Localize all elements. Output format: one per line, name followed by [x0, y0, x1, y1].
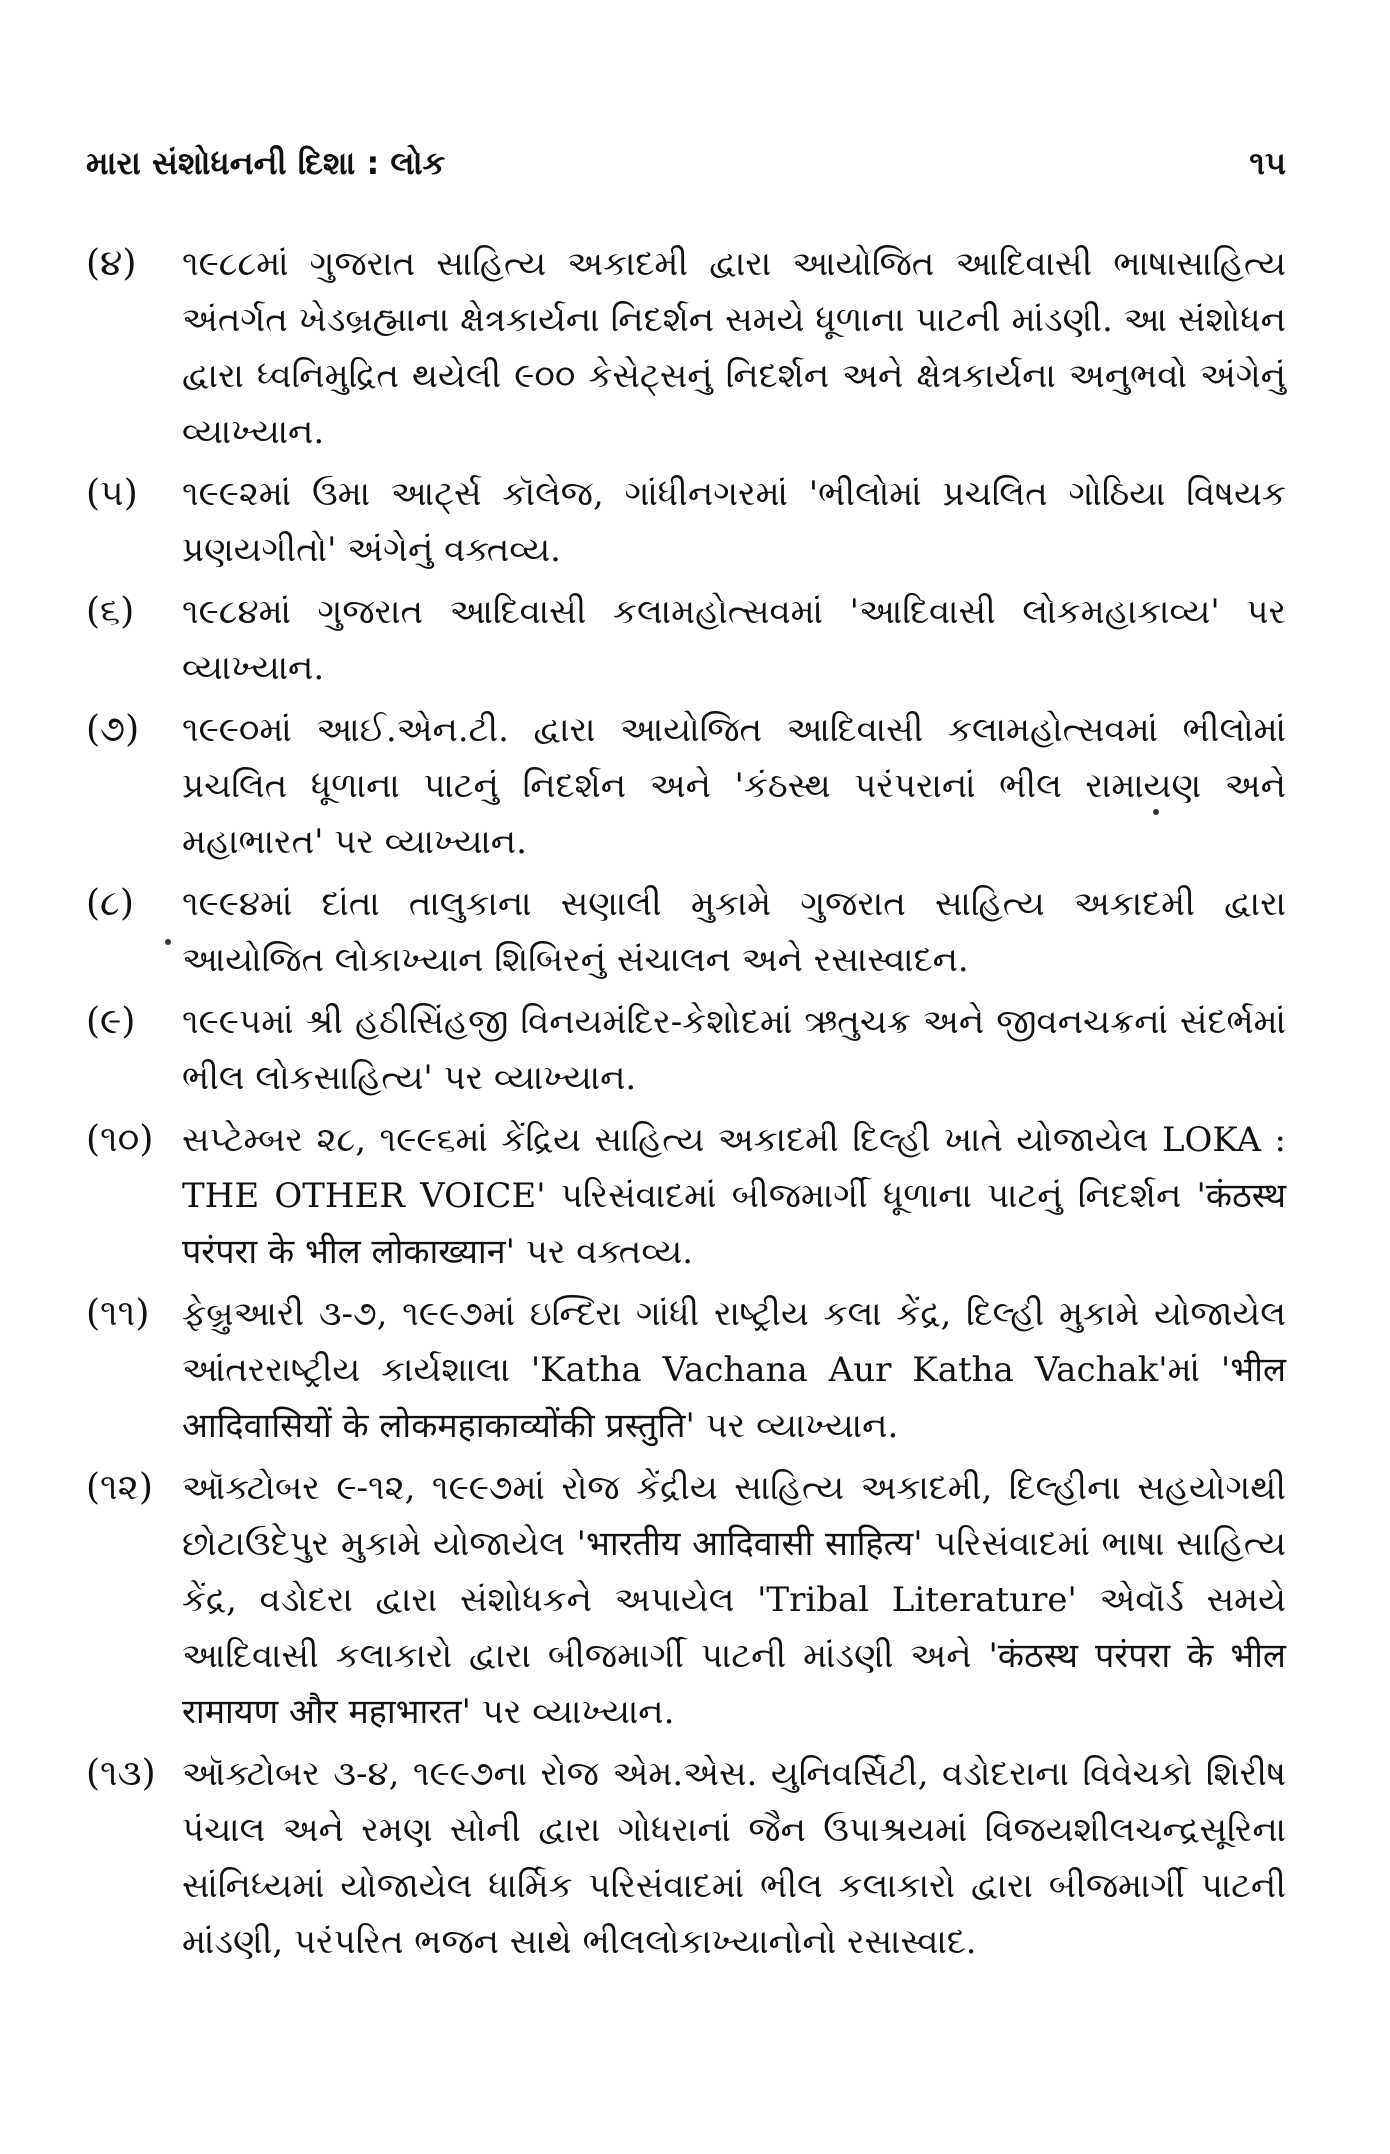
- entry-6: [86, 584, 1286, 696]
- entry-13: [86, 1746, 1286, 1970]
- entry-text: ઑક્ટોબર ૯-૧૨, ૧૯૯૭માં રોજ કેંદ્રીય સાહિત્ય અકાદમી, દિલ્હીના સહયોગથી છોટાઉદેપુર મુકામે યોજાયેલ 'भारतीय आदिवासी साहित्य' પરિસંવાદમાં ભાષા સાહિત્ય કેંદ્ર, વડોદરા દ્વારા સંશોધકને અપાયેલ 'Tribal Literature' એવૉર્ડ સમયે આદિવાસી કલાકારો દ્વારા બીજમાર્ગી પાટની માંડણી અને 'कंठस्थ परंपरा के भील रामायण और महाभारत' પર વ્યાખ્યાન.: [182, 1468, 1286, 1732]
- entry-text: ઑક્ટોબર ૩-૪, ૧૯૯૭ના રોજ એમ.એસ. યુનિવર્સિટી, વડોદરાના વિવેચકો શિરીષ પંચાલ અને રમણ સોની દ્વારા ગોધરાનાં જૈન ઉપાશ્રયમાં વિજયશીલચન્દ્રસૂરિના સાંનિધ્યમાં યોજાયેલ ધાર્મિક પરિસંવાદમાં ભીલ કલાકારો દ્વારા બીજમાર્ગી પાટની માંડણી, પરંપરિત ભજન સાથે ભીલલોકાખ્યાનોનો રસાસ્વાદ.: [182, 1754, 1286, 1962]
- running-title: મારા સંશોધનની દિશા : લોક: [86, 143, 446, 182]
- entry-8: [86, 876, 1286, 988]
- entry-number: (૯): [86, 1001, 136, 1042]
- entry-text: સપ્ટેમ્બર ૨૮, ૧૯૯૬માં કેંદ્રિય સાહિત્ય અકાદમી દિલ્હી ખાતે યોજાયેલ LOKA : THE OTHER VOICE' પરિસંવાદમાં બીજમાર્ગી ધૂળાના પાટનું નિદર્શન 'कंठस्थ परंपरा के भील लोकाख्यान' પર વક્તવ્ય.: [182, 1120, 1286, 1272]
- entry-text: ફેબ્રુઆરી ૩-૭, ૧૯૯૭માં ઇન્દિરા ગાંધી રાષ્ટ્રીય કલા કેંદ્ર, દિલ્હી મુકામે યોજાયેલ આંતરરાષ્ટ્રીય કાર્યશાલા 'Katha Vachana Aur Katha Vachak'માં 'भील आदिवासियों के लोकमहाकाव्योंकी प्रस्तुति' પર વ્યાખ્યાન.: [182, 1294, 1286, 1446]
- running-header: [86, 138, 1286, 188]
- entry-text: ૧૯૯૪માં દાંતા તાલુકાના સણાલી મુકામે ગુજરાત સાહિત્ય અકાદમી દ્વારા આયોજિત લોકાખ્યાન શિબિરનું સંચાલન અને રસાસ્વાદન.: [182, 884, 1286, 980]
- entry-number: (૮): [86, 883, 134, 924]
- entry-number: (૧૩): [86, 1753, 156, 1794]
- entry-number: (૧૧): [86, 1293, 150, 1334]
- entry-text: ૧૯૯૨માં ઉમા આર્ટ્સ કૉલેજ, ગાંધીનગરમાં 'ભીલોમાં પ્રચલિત ગોઠિયા વિષયક પ્રણયગીતો' અંગેનું વક્તવ્ય.: [182, 474, 1286, 570]
- entry-text: ૧૯૯૫માં શ્રી હઠીસિંહજી વિનયમંદિર-કેશોદમાં ઋતુચક્ર અને જીવનચક્રનાં સંદર્ભમાં ભીલ લોકસાહિત્ય' પર વ્યાખ્યાન.: [182, 1002, 1286, 1098]
- entry-number: (૫): [86, 473, 138, 514]
- entry-text: ૧૯૮૪માં ગુજરાત આદિવાસી કલામહોત્સવમાં 'આદિવાસી લોકમહાકાવ્ય' પર વ્યાખ્યાન.: [182, 592, 1286, 688]
- entry-number: (૧૨): [86, 1467, 153, 1508]
- entry-number: (૭): [86, 709, 140, 750]
- entry-12: [86, 1460, 1286, 1740]
- entry-7: [86, 702, 1286, 870]
- entry-9: [86, 994, 1286, 1106]
- entry-5: [86, 466, 1286, 578]
- entry-11: [86, 1286, 1286, 1454]
- entry-text: ૧૯૯૦માં આઈ.એન.ટી. દ્વારા આયોજિત આદિવાસી કલામહોત્સવમાં ભીલોમાં પ્રચલિત ધૂળાના પાટનું નિદર્શન અને 'કંઠસ્થ પરંપરાનાં ભીલ રામાયણ અને મહાભારત' પર વ્યાખ્યાન.: [182, 710, 1286, 862]
- entry-list: [86, 236, 1286, 1976]
- page-number: ૧૫: [1249, 143, 1286, 182]
- entry-10: [86, 1112, 1286, 1280]
- entry-number: (૪): [86, 243, 137, 284]
- entry-4: [86, 236, 1286, 460]
- entry-number: (૧૦): [86, 1119, 154, 1160]
- entry-text: ૧૯૮૮માં ગુજરાત સાહિત્ય અકાદમી દ્વારા આયોજિત આદિવાસી ભાષાસાહિત્ય અંતર્ગત ખેડબ્રહ્માના ક્ષેત્રકાર્યના નિદર્શન સમયે ધૂળાના પાટની માંડણી. આ સંશોધન દ્વારા ધ્વનિમુદ્રિત થયેલી ૯૦૦ કેસેટ્સનું નિદર્શન અને ક્ષેત્રકાર્યના અનુભવો અંગેનું વ્યાખ્યાન.: [182, 244, 1286, 452]
- entry-number: (૬): [86, 591, 135, 632]
